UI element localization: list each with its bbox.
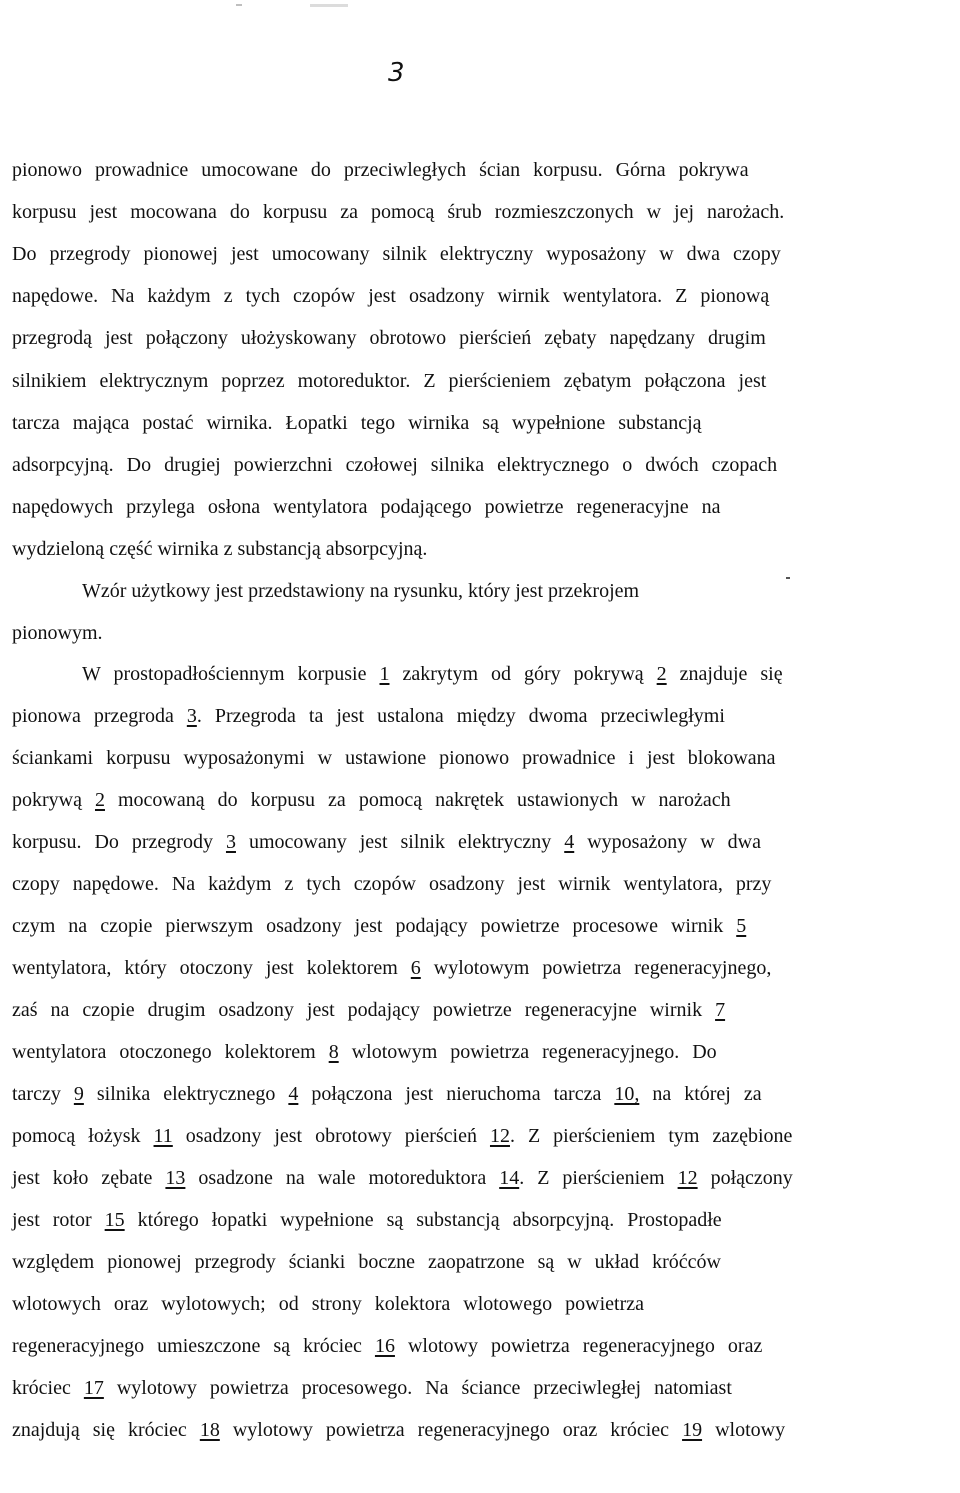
text-line: [12, 284, 769, 308]
text-segment: napędowych przylega osłona wentylatora podającego powietrze regeneracyjne na: [12, 496, 721, 518]
text-segment: połączona jest nieruchoma tarcza: [298, 1083, 615, 1105]
text-segment: względem pionowej przegrody ścianki boczne zaopatrzone są w układ króćców: [12, 1251, 721, 1273]
text-line: [12, 158, 749, 182]
text-line: [12, 242, 781, 266]
text-line: [12, 872, 771, 896]
text-segment: pionowa przegroda: [12, 705, 187, 727]
text-line: [12, 746, 776, 770]
text-segment: mocowaną do korpusu za pomocą nakrętek ustawionych w narożach: [104, 789, 731, 811]
reference-numeral: 8: [328, 1041, 339, 1063]
reference-numeral: 18: [199, 1419, 220, 1441]
text-segment: znajdują się króciec: [12, 1419, 200, 1441]
text-line: [12, 1166, 793, 1190]
text-segment: korpusu. Do przegrody: [12, 831, 226, 853]
reference-numeral: 19: [682, 1419, 703, 1441]
text-line: [82, 579, 639, 603]
text-line: [12, 914, 746, 938]
text-line: [12, 1376, 732, 1400]
text-line: [12, 1292, 644, 1316]
text-segment: wlotowy: [702, 1419, 786, 1441]
text-segment: wydzieloną część wirnika z substancją absorpcyjną.: [12, 538, 428, 560]
text-segment: wylotowy powietrza regeneracyjnego oraz króciec: [219, 1419, 683, 1441]
reference-numeral: 1: [379, 663, 390, 685]
text-segment: pionowo prowadnice umocowane do przeciwległych ścian korpusu. Górna pokrywa: [12, 159, 749, 181]
reference-numeral: 3: [186, 705, 197, 727]
text-line: [12, 326, 766, 350]
text-segment: silnikiem elektrycznym poprzez motoreduktor. Z pierścieniem zębatym połączona jest: [12, 370, 767, 392]
text-line: [12, 411, 702, 435]
reference-numeral: 9: [73, 1083, 84, 1105]
text-line: [82, 662, 783, 686]
text-line: [12, 830, 761, 854]
page-number: 3: [388, 58, 405, 88]
text-line: [12, 1082, 762, 1106]
text-line: [12, 621, 103, 645]
text-segment: tarczy: [12, 1083, 74, 1105]
text-line: [12, 453, 777, 477]
text-segment: wlotowy powietrza regeneracyjnego oraz: [394, 1335, 763, 1357]
text-segment: pomocą łożysk: [12, 1125, 154, 1147]
scan-speck: [236, 4, 242, 6]
text-segment: jest koło zębate: [12, 1167, 166, 1189]
text-line: [12, 1040, 717, 1064]
text-segment: Wzór użytkowy jest przedstawiony na rysunku, który jest przekrojem: [82, 580, 640, 602]
text-line: [12, 200, 784, 224]
reference-numeral: 5: [736, 915, 747, 937]
text-segment: czym na czopie pierwszym osadzony jest podający powietrze procesowe wirnik: [12, 915, 737, 937]
reference-numeral: 15: [104, 1209, 125, 1231]
reference-numeral: 14: [499, 1167, 520, 1189]
text-segment: czopy napędowe. Na każdym z tych czopów osadzony jest wirnik wentylatora, przy: [12, 873, 772, 895]
reference-numeral: 13: [165, 1167, 186, 1189]
text-segment: zaś na czopie drugim osadzony jest podający powietrze regeneracyjne wirnik: [12, 999, 716, 1021]
text-segment: Do przegrody pionowej jest umocowany silnik elektryczny wyposażony w dwa czopy: [12, 243, 781, 265]
text-line: [12, 1418, 785, 1442]
text-line: [12, 1208, 722, 1232]
text-segment: na której za: [639, 1083, 762, 1105]
text-segment: wlotowych oraz wylotowych; od strony kolektora wlotowego powietrza: [12, 1293, 644, 1315]
text-segment: jest rotor: [12, 1209, 105, 1231]
reference-numeral: 11: [153, 1125, 173, 1147]
text-segment: . Z pierścieniem: [519, 1167, 678, 1189]
reference-numeral: 12: [677, 1167, 698, 1189]
text-segment: adsorpcyjną. Do drugiej powierzchni czołowej silnika elektrycznego o dwóch czopach: [12, 454, 778, 476]
text-segment: silnika elektrycznego: [83, 1083, 289, 1105]
text-segment: wyposażony w dwa: [574, 831, 761, 853]
text-segment: . Z pierścieniem tym zazębione: [509, 1125, 793, 1147]
reference-numeral: 17: [83, 1377, 104, 1399]
text-segment: znajduje się: [666, 663, 783, 685]
text-line: [12, 956, 771, 980]
text-segment: osadzony jest obrotowy pierścień: [172, 1125, 490, 1147]
text-segment: króciec: [12, 1377, 84, 1399]
text-segment: którego łopatki wypełnione są substancją absorpcyjną. Prostopadłe: [124, 1209, 722, 1231]
text-segment: . Przegroda ta jest ustalona między dwoma przeciwległymi: [196, 705, 725, 727]
text-line: [12, 998, 725, 1022]
text-segment: wentylatora, który otoczony jest kolektorem: [12, 957, 411, 979]
text-line: [12, 704, 725, 728]
reference-numeral: 7: [715, 999, 726, 1021]
scan-speck: [310, 4, 348, 7]
text-line: [12, 495, 720, 519]
text-line: [12, 788, 731, 812]
text-segment: osadzone na wale motoreduktora: [185, 1167, 500, 1189]
reference-numeral: 2: [94, 789, 105, 811]
text-segment: W prostopadłościennym korpusie: [82, 663, 380, 685]
text-line: [12, 369, 766, 393]
text-segment: regeneracyjnego umieszczone są króciec: [12, 1335, 375, 1357]
text-segment: zakrytym od góry pokrywą: [389, 663, 657, 685]
margin-mark: [786, 577, 790, 579]
text-line: [12, 1334, 762, 1358]
text-segment: wylotowym powietrza regeneracyjnego,: [420, 957, 772, 979]
text-segment: przegrodą jest połączony ułożyskowany obrotowo pierścień zębaty napędzany drugim: [12, 327, 766, 349]
reference-numeral: 16: [374, 1335, 395, 1357]
text-segment: wentylatora otoczonego kolektorem: [12, 1041, 329, 1063]
text-segment: korpusu jest mocowana do korpusu za pomocą śrub rozmieszczonych w jej narożach.: [12, 201, 785, 223]
reference-numeral: 10,: [614, 1083, 640, 1105]
text-segment: napędowe. Na każdym z tych czopów jest osadzony wirnik wentylatora. Z pionową: [12, 285, 770, 307]
reference-numeral: 3: [225, 831, 236, 853]
text-line: [12, 1124, 792, 1148]
reference-numeral: 12: [489, 1125, 510, 1147]
text-segment: połączony: [697, 1167, 793, 1189]
text-segment: ściankami korpusu wyposażonymi w ustawione pionowo prowadnice i jest blokowana: [12, 747, 776, 769]
reference-numeral: 2: [656, 663, 667, 685]
text-segment: wlotowym powietrza regeneracyjnego. Do: [338, 1041, 717, 1063]
reference-numeral: 4: [288, 1083, 299, 1105]
text-segment: pionowym.: [12, 622, 103, 644]
text-segment: pokrywą: [12, 789, 95, 811]
text-line: [12, 537, 427, 561]
text-segment: wylotowy powietrza procesowego. Na ściance przeciwległej natomiast: [103, 1377, 732, 1399]
reference-numeral: 4: [564, 831, 575, 853]
text-line: [12, 1250, 721, 1274]
reference-numeral: 6: [410, 957, 421, 979]
text-segment: umocowany jest silnik elektryczny: [235, 831, 565, 853]
text-segment: tarcza mająca postać wirnika. Łopatki tego wirnika są wypełnione substancją: [12, 412, 702, 434]
